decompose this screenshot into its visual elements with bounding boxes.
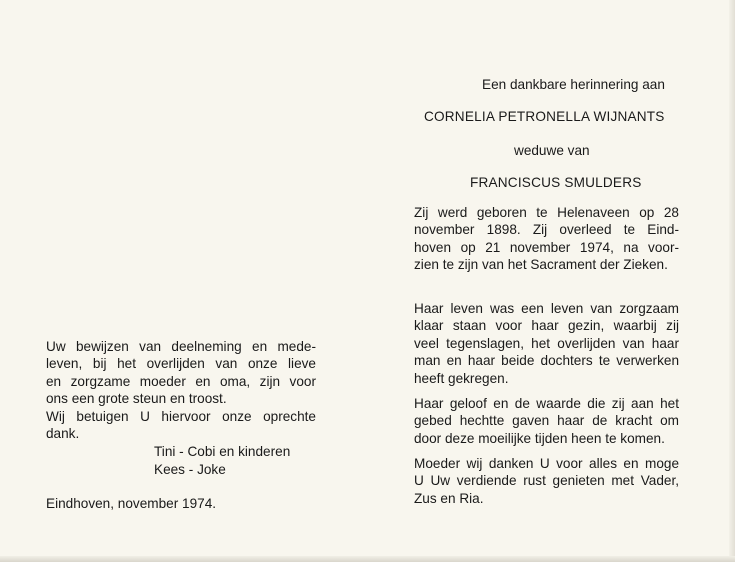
signers-block — [154, 443, 316, 478]
message-line: dank. — [46, 426, 80, 442]
paragraph-line: klaar staan voor haar gezin, waarbij zij — [414, 318, 679, 334]
intro-line: Een dankbare herinnering aan — [482, 77, 665, 92]
card-right-edge — [729, 0, 735, 562]
paragraph-line: gebed hechtte gaven haar de kracht om — [414, 413, 679, 429]
life-dates-paragraph — [414, 204, 679, 274]
paragraph-line: man en haar beide dochters te verwerken — [414, 353, 679, 369]
paragraph-line: heeft gekregen. — [414, 370, 509, 386]
paragraph-line: Haar leven was een leven van zorgzaam — [414, 301, 679, 316]
paragraph-line: veel tegenslagen, het overlijden van haar — [414, 335, 679, 351]
paragraph-line: Moeder wij danken U voor alles en moge — [414, 456, 679, 471]
deceased-name: CORNELIA PETRONELLA WIJNANTS — [424, 109, 665, 124]
paragraph-line: U Uw verdiende rust genieten met Vader, — [414, 473, 679, 489]
signer-line: Tini - Cobi en kinderen — [154, 444, 291, 460]
paragraph-line: door deze moeilijke tijden heen te komen. — [414, 430, 665, 446]
message-line: leven, bij het overlijden van onze lieve — [46, 356, 316, 372]
paragraph-line: hoven op 21 november 1974, na voor- — [414, 239, 679, 255]
thank-you-message — [46, 338, 316, 442]
paragraph-line: Zus en Ria. — [414, 490, 484, 506]
message-line: Wij betuigen U hiervoor onze oprechte — [46, 408, 316, 424]
signer-line: Kees - Joke — [154, 461, 226, 477]
paragraph-line: Haar geloof en de waarde die zij aan het — [414, 396, 679, 411]
place-date: Eindhoven, november 1974. — [46, 496, 217, 512]
card-bottom-edge — [0, 556, 735, 562]
thank-you-panel — [46, 338, 316, 513]
faith-paragraph — [414, 395, 679, 447]
paragraph-line: Zij werd geboren te Helenaveen op 28 — [414, 205, 679, 220]
message-line: Uw bewijzen van deelneming en mede- — [46, 339, 316, 354]
farewell-paragraph — [414, 455, 679, 507]
life-paragraph — [414, 300, 679, 387]
relation-line: weduwe van — [514, 143, 590, 158]
paragraph-line: november 1898. Zij overleed te Eind- — [414, 222, 679, 238]
spouse-name: FRANCISCUS SMULDERS — [470, 175, 642, 190]
message-line: ons een grote steun en troost. — [46, 391, 227, 407]
message-line: en zorgzame moeder en oma, zijn voor — [46, 373, 316, 389]
paragraph-line: zien te zijn van het Sacrament der Zieken. — [414, 257, 668, 273]
